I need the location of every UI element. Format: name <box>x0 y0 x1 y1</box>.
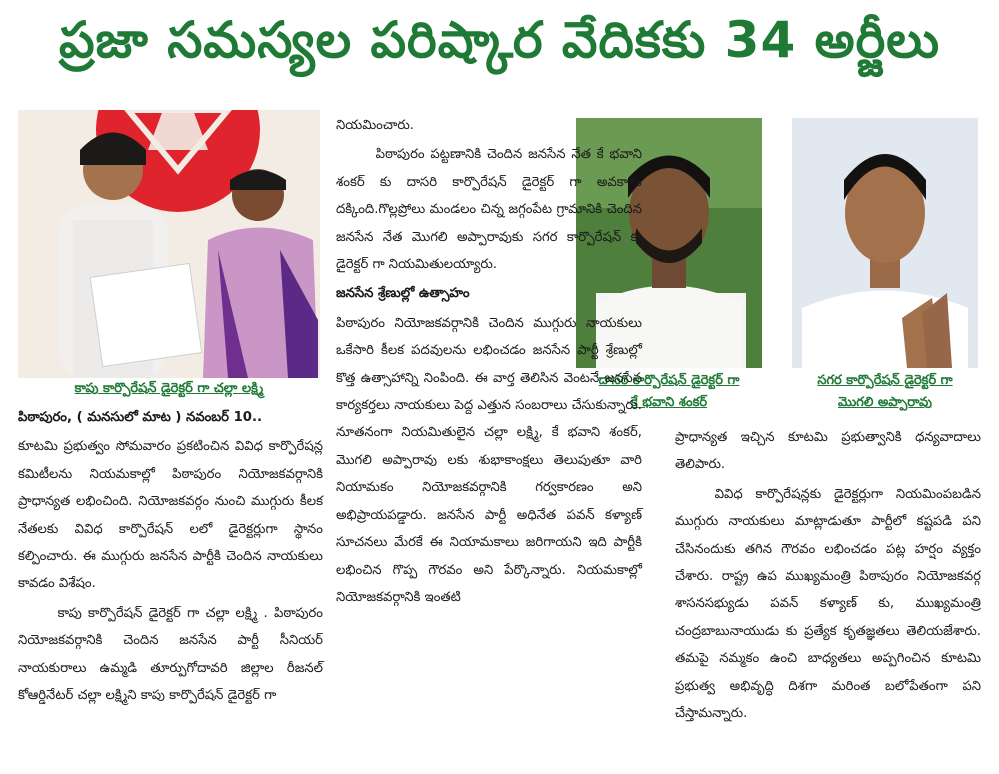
photo-mogali-apparao <box>792 118 978 368</box>
column1-paragraph-1: కూటమి ప్రభుత్వం సోమవారం ప్రకటించిన వివిధ కార్పొరేషన్ల కమిటీలను నియమకాల్లో పిఠాపురం నియోజకవర్గానికి ప్రాధాన్యత లభించింది. నియోజకవర్గం నుంచి ముగ్గురు కీలక నేతలకు వివిధ కార్పొరేషన్ లలో డైరెక్టర్లుగా స్థానం కల్పించారు. ఈ ముగ్గురు జనసేన పార్టీకి చెందిన నాయకులు కావడం విశేషం. <box>18 439 323 592</box>
photo2-caption-line2: కే భవాని శంకర్ <box>630 395 708 410</box>
column3-paragraph-2: వివిధ కార్పొరేషన్లకు డైరెక్టర్లుగా నియమింపబడిన ముగ్గురు నాయకులు మాట్లాడుతూ పార్టీలో కష్టపడి పని చేసినందుకు తగిన గౌరవం లభించడం పట్ల హర్షం వ్యక్తం చేశారు. రాష్ట్ర ఉప ముఖ్యమంత్రి పిఠాపురం నియోజకవర్గ శాసనసభ్యుడు పవన్ కళ్యాణ్ కు, ముఖ్యమంత్రి చంద్రబాబునాయుడు కు ప్రత్యేక కృతజ్ఞతలు తెలియజేశారు. తమపై నమ్మకం ఉంచి బాధ్యతలు అప్పగించిన కూటమి ప్రభుత్వ అభివృద్ధి దిశగా మరింత బలోపేతంగా పని చేస్తామన్నారు. <box>675 486 981 722</box>
column2-paragraph-2: పిఠాపురం పట్టణానికి చెందిన జనసేన నేత కే భవాని శంకర్ కు దాసరి కార్పొరేషన్ డైరెక్టర్ గా అవకాశం దక్కింది.గొల్లప్రోలు మండలం చిన్న జగ్గంపేట గ్రామానికి చెందిన జనసేన నేత మొగలి అప్పారావుకు సగర కార్పొరేషన్ కు డైరెక్టర్ గా నియమితులయ్యారు. <box>336 147 642 273</box>
column2-paragraph-3: పిఠాపురం నియోజకవర్గానికి చెందిన ముగ్గురు నాయకులు ఒకేసారి కీలక పదవులను లభించడం జనసేన పార్టీ శ్రేణుల్లో కొత్త ఉత్సాహాన్ని నింపింది. ఈ వార్త తెలిసిన వెంటనే జనసేన కార్యకర్తలు నాయకులు పెద్ద ఎత్తున సంబరాలు చేసుకున్నారు. నూతనంగా నియమితులైన చల్లా లక్ష్మి, కే భవాని శంకర్, మొగలి అప్పారావు లకు శుభాకాంక్షలు తెలుపుతూ వారి నియామకం నియోజకవర్గానికి గర్వకారణం అని అభిప్రాయపడ్డారు. జనసేన పార్టీ అధినేత పవన్ కళ్యాణ్ సూచనలు మేరకే ఈ నియామకాలు జరిగాయని ఇది పార్టీకి లభించిన గొప్ప గౌరవం అని పేర్కొన్నారు. నియమకాల్లో నియోజకవర్గానికి ఇంతటి <box>336 315 642 605</box>
column3-paragraph-1: ప్రాధాన్యత ఇచ్చిన కూటమి ప్రభుత్వానికి ధన్యవాదాలు తెలిపారు. <box>675 430 981 473</box>
photo-illustration-3 <box>792 118 978 368</box>
photo3-caption-line1: సగర కార్పొరేషన్ డైరెక్టర్ గా <box>817 373 953 388</box>
photo3-caption-line2: మొగలి అప్పారావు <box>838 395 932 410</box>
article-column-3 <box>675 424 981 729</box>
headline: ప్రజా సమస్యల పరిష్కార వేదికకు 34 అర్జీలు <box>58 10 941 69</box>
photo1-caption-text: కాపు కార్పొరేషన్ డైరెక్టర్ గా చల్లా లక్ష్మి <box>74 381 264 396</box>
photo-challa-lakshmi <box>18 110 320 378</box>
dateline: పిఠాపురం, ( మనసులో మాట ) నవంబర్ 10.. <box>18 410 262 425</box>
photo1-caption <box>18 378 320 400</box>
article-column-1 <box>18 404 323 711</box>
article-column-2 <box>336 112 642 613</box>
column2-subheading: జనసేన శ్రేణుల్లో ఉత్సాహం <box>336 286 470 302</box>
column1-paragraph-2: కాపు కార్పొరేషన్ డైరెక్టర్ గా చల్లా లక్ష్మి . పిఠాపురం నియోజకవర్గానికి చెందిన జనసేన పార్టీ సీనియర్ నాయకురాలు ఉమ్మడి తూర్పుగోదావరి జిల్లాల రీజనల్ కోఆర్డినేటర్ చల్లా లక్ష్మిని కాపు కార్పొరేషన్ డైరెక్టర్ గా <box>18 605 323 704</box>
column2-paragraph-1: నియమించారు. <box>336 118 414 133</box>
photo2-caption-line1: దాసరి కార్పొరేషన్ డైరెక్టర్ గా <box>598 373 740 388</box>
photo3-caption <box>776 370 994 414</box>
photo-illustration-1 <box>18 110 320 378</box>
